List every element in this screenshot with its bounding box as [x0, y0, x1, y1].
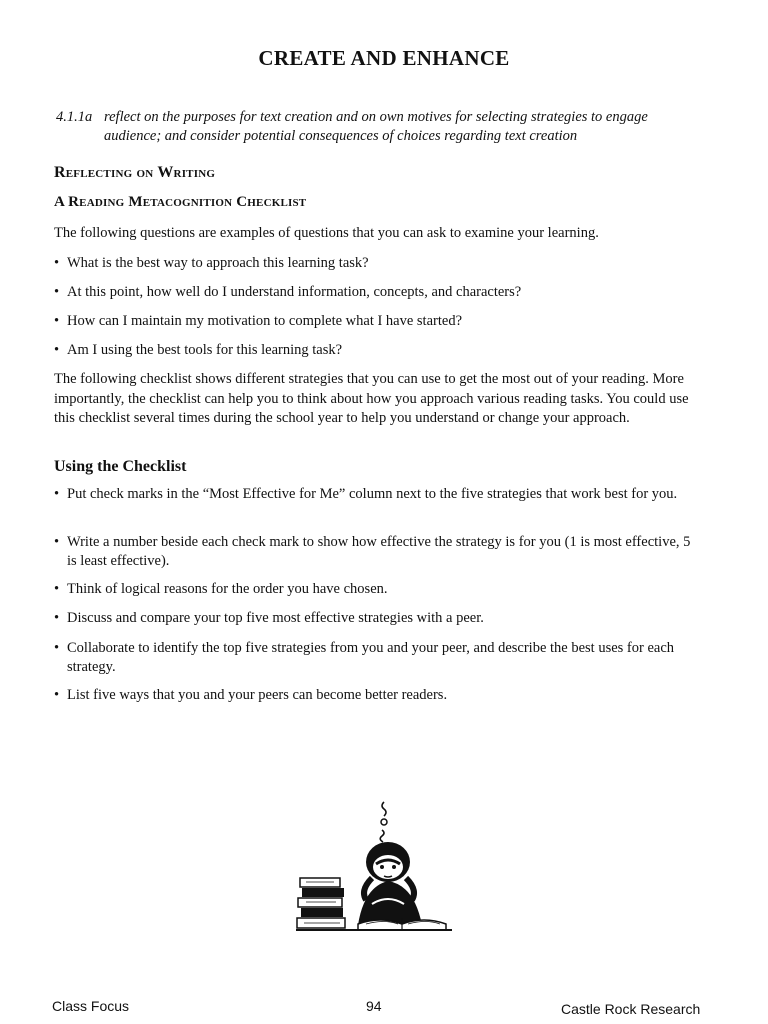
question-text: Am I using the best tools for this learning task?: [67, 342, 343, 358]
bullet-icon: •: [54, 640, 60, 656]
intro-paragraph: The following questions are examples of questions that you can ask to examine your learning.: [54, 225, 599, 241]
step-text: Think of logical reasons for the order you have chosen.: [67, 581, 388, 597]
student-reading-illustration: [296, 800, 452, 932]
footer-right: Castle Rock Research: [561, 1001, 701, 1017]
explanation-paragraph: The following checklist shows different strategies that you can use to get the most out of your reading. More importantly, the checklist can help you to think about how you approach various reading tasks. You could use this checklist several times during the school year to help you understand or change your approach.: [54, 371, 689, 426]
bullet-icon: •: [54, 486, 60, 502]
step-item: [54, 609, 694, 628]
step-text: Put check marks in the “Most Effective for Me” column next to the five strategies that work best for you.: [67, 486, 678, 502]
section-heading-checklist: A Reading Metacognition Checklist: [54, 194, 307, 210]
question-item: [54, 283, 694, 302]
outcome-text-line1: reflect on the purposes for text creation and on own motives for selecting strategies to engage: [104, 109, 648, 125]
bullet-icon: •: [54, 687, 60, 703]
footer-left: Class Focus: [52, 998, 130, 1014]
bullet-icon: •: [54, 313, 60, 329]
subheading-using-checklist: Using the Checklist: [54, 458, 187, 475]
question-text: At this point, how well do I understand information, concepts, and characters?: [67, 284, 522, 300]
outcome-text-line2: audience; and consider potential consequences of choices regarding text creation: [104, 128, 578, 144]
question-item: [54, 341, 694, 360]
bullet-icon: •: [54, 255, 60, 271]
outcome-code: 4.1.1a: [56, 109, 93, 125]
thought-squiggle-icon: [382, 802, 386, 816]
page-title: CREATE AND ENHANCE: [258, 46, 510, 70]
section-heading-reflecting: Reflecting on Writing: [54, 164, 216, 181]
step-text: Write a number beside each check mark to show how effective the strategy is for you (1 is most effective, 5 is least effective).: [67, 534, 691, 569]
bullet-icon: •: [54, 534, 60, 550]
step-text: List five ways that you and your peers can become better readers.: [67, 687, 448, 703]
bullet-icon: •: [54, 284, 60, 300]
step-text: Discuss and compare your top five most effective strategies with a peer.: [67, 610, 484, 626]
step-item: [54, 639, 694, 677]
bullet-icon: •: [54, 342, 60, 358]
step-item: [54, 580, 694, 599]
bullet-icon: •: [54, 610, 60, 626]
step-item: [54, 533, 694, 571]
question-item: [54, 254, 694, 273]
page-number: 94: [366, 998, 382, 1014]
step-item: [54, 485, 694, 504]
question-text: What is the best way to approach this learning task?: [67, 255, 369, 271]
bullet-icon: •: [54, 581, 60, 597]
question-item: [54, 312, 694, 331]
question-text: How can I maintain my motivation to complete what I have started?: [67, 313, 463, 329]
step-item: [54, 686, 694, 705]
learning-outcome: [56, 108, 696, 146]
step-text: Collaborate to identify the top five strategies from you and your peer, and describe the best uses for each strategy.: [67, 640, 675, 675]
